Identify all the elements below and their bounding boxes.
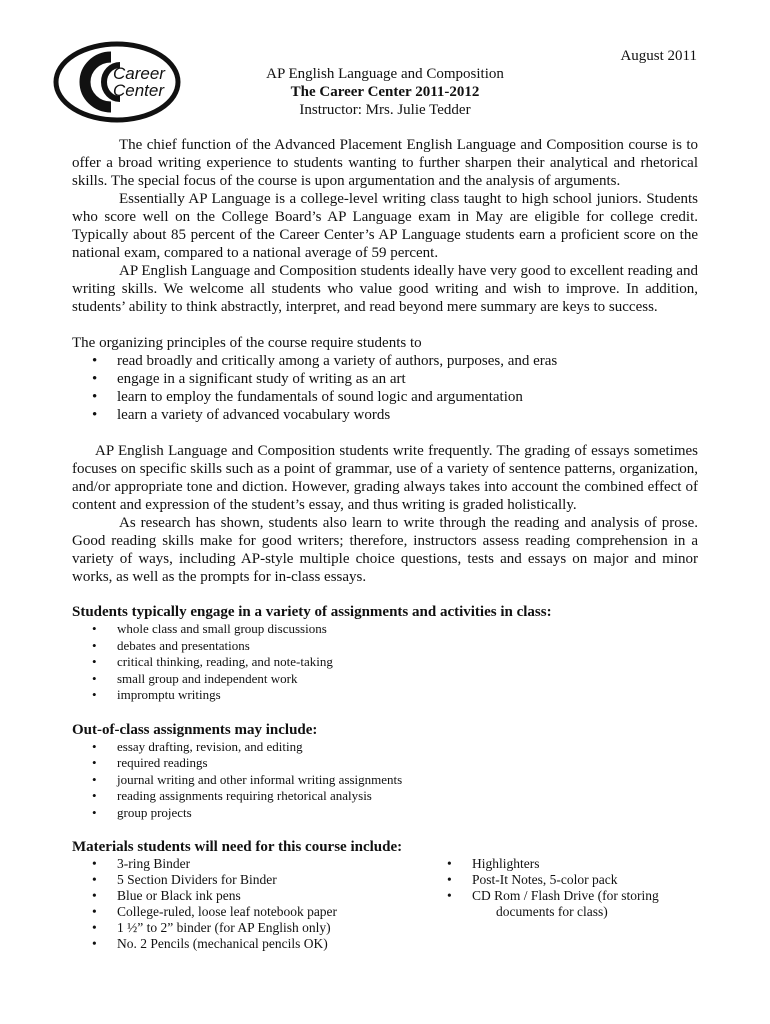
intro-paragraph-1: The chief function of the Advanced Placement English Language and Composition course is to offer a broad writing experience to students wanting to further sharpen their analytical and rhetorical skills. The special focus of the course is upon argumentation and the analysis of arguments.	[72, 137, 698, 189]
list-item: • 1 ½” to 2” binder (for AP English only)	[72, 920, 427, 936]
list-item: • impromptu writings	[72, 687, 698, 704]
list-item: • small group and independent work	[72, 671, 698, 688]
out-class-heading: Out-of-class assignments may include:	[72, 721, 318, 738]
list-item: • critical thinking, reading, and note-taking	[72, 654, 698, 671]
materials-columns	[72, 856, 698, 952]
list-item: • essay drafting, revision, and editing	[72, 739, 698, 756]
list-item: • learn to employ the fundamentals of sound logic and argumentation	[72, 388, 698, 406]
materials-heading: Materials students will need for this course include:	[72, 839, 403, 855]
list-item: • learn a variety of advanced vocabulary words	[72, 406, 698, 424]
list-item: • No. 2 Pencils (mechanical pencils OK)	[72, 936, 427, 952]
list-item	[427, 888, 687, 920]
document-date: August 2011	[620, 48, 697, 64]
instructor-line: Instructor: Mrs. Julie Tedder	[299, 102, 471, 118]
list-item: • whole class and small group discussions	[72, 621, 698, 638]
list-item: • debates and presentations	[72, 638, 698, 655]
principles-list	[72, 352, 698, 424]
in-class-heading: Students typically engage in a variety of assignments and activities in class:	[72, 604, 552, 620]
logo-text-center: Center	[113, 81, 165, 100]
list-item: • engage in a significant study of writing as an art	[72, 370, 698, 388]
list-item: • 3-ring Binder	[72, 856, 427, 872]
list-item: • journal writing and other informal writing assignments	[72, 772, 698, 789]
list-item: • Post-It Notes, 5-color pack	[427, 872, 687, 888]
list-item: • group projects	[72, 805, 698, 822]
writing-paragraph-1: AP English Language and Composition students write frequently. The grading of essays sometimes focuses on specific skills such as a point of grammar, use of a variety of sentence patterns, organization, and/or appropriate tone and diction. However, grading always takes into account the combined effect of content and expression of the student’s essay, and thus writing is graded holistically.	[72, 443, 698, 513]
school-year-title: The Career Center 2011-2012	[290, 84, 480, 100]
materials-list-right	[427, 856, 687, 952]
list-item: • reading assignments requiring rhetorical analysis	[72, 788, 698, 805]
intro-paragraph-3: AP English Language and Composition students ideally have very good to excellent reading and writing skills. We welcome all students who value good writing and wish to improve. In addition, students’ ability to think abstractly, interpret, and read beyond mere summary are keys to success.	[72, 263, 698, 315]
out-class-list	[72, 739, 698, 822]
intro-paragraph-2: Essentially AP Language is a college-level writing class taught to high school juniors. Students who score well on the College Board’s AP Language exam in May are eligible for college credit. Typically about 85 percent of the Career Center’s AP Language students earn a proficient score on the national exam, compared to a national average of 59 percent.	[72, 191, 698, 261]
materials-list-left	[72, 856, 427, 952]
list-item-text: CD Rom / Flash Drive (for storing	[472, 888, 659, 903]
course-title: AP English Language and Composition	[266, 66, 504, 82]
list-item: • Highlighters	[427, 856, 687, 872]
principles-lead: The organizing principles of the course require students to	[72, 335, 422, 351]
list-item: • Blue or Black ink pens	[72, 888, 427, 904]
logo-text-career: Career	[113, 64, 165, 83]
list-item: • 5 Section Dividers for Binder	[72, 872, 427, 888]
writing-paragraph-2: As research has shown, students also learn to write through the reading and analysis of prose. Good reading skills make for good writers; therefore, instructors assess reading comprehension in a variety of ways, including AP-style multiple choice questions, tests and essays on major and minor works, as well as the prompts for in-class essays.	[72, 515, 698, 585]
document-body	[72, 136, 698, 952]
list-item: • read broadly and critically among a variety of authors, purposes, and eras	[72, 352, 698, 370]
list-item: • College-ruled, loose leaf notebook paper	[72, 904, 427, 920]
list-item: • required readings	[72, 755, 698, 772]
list-item-continuation: documents for class)	[496, 904, 608, 919]
in-class-list	[72, 621, 698, 704]
